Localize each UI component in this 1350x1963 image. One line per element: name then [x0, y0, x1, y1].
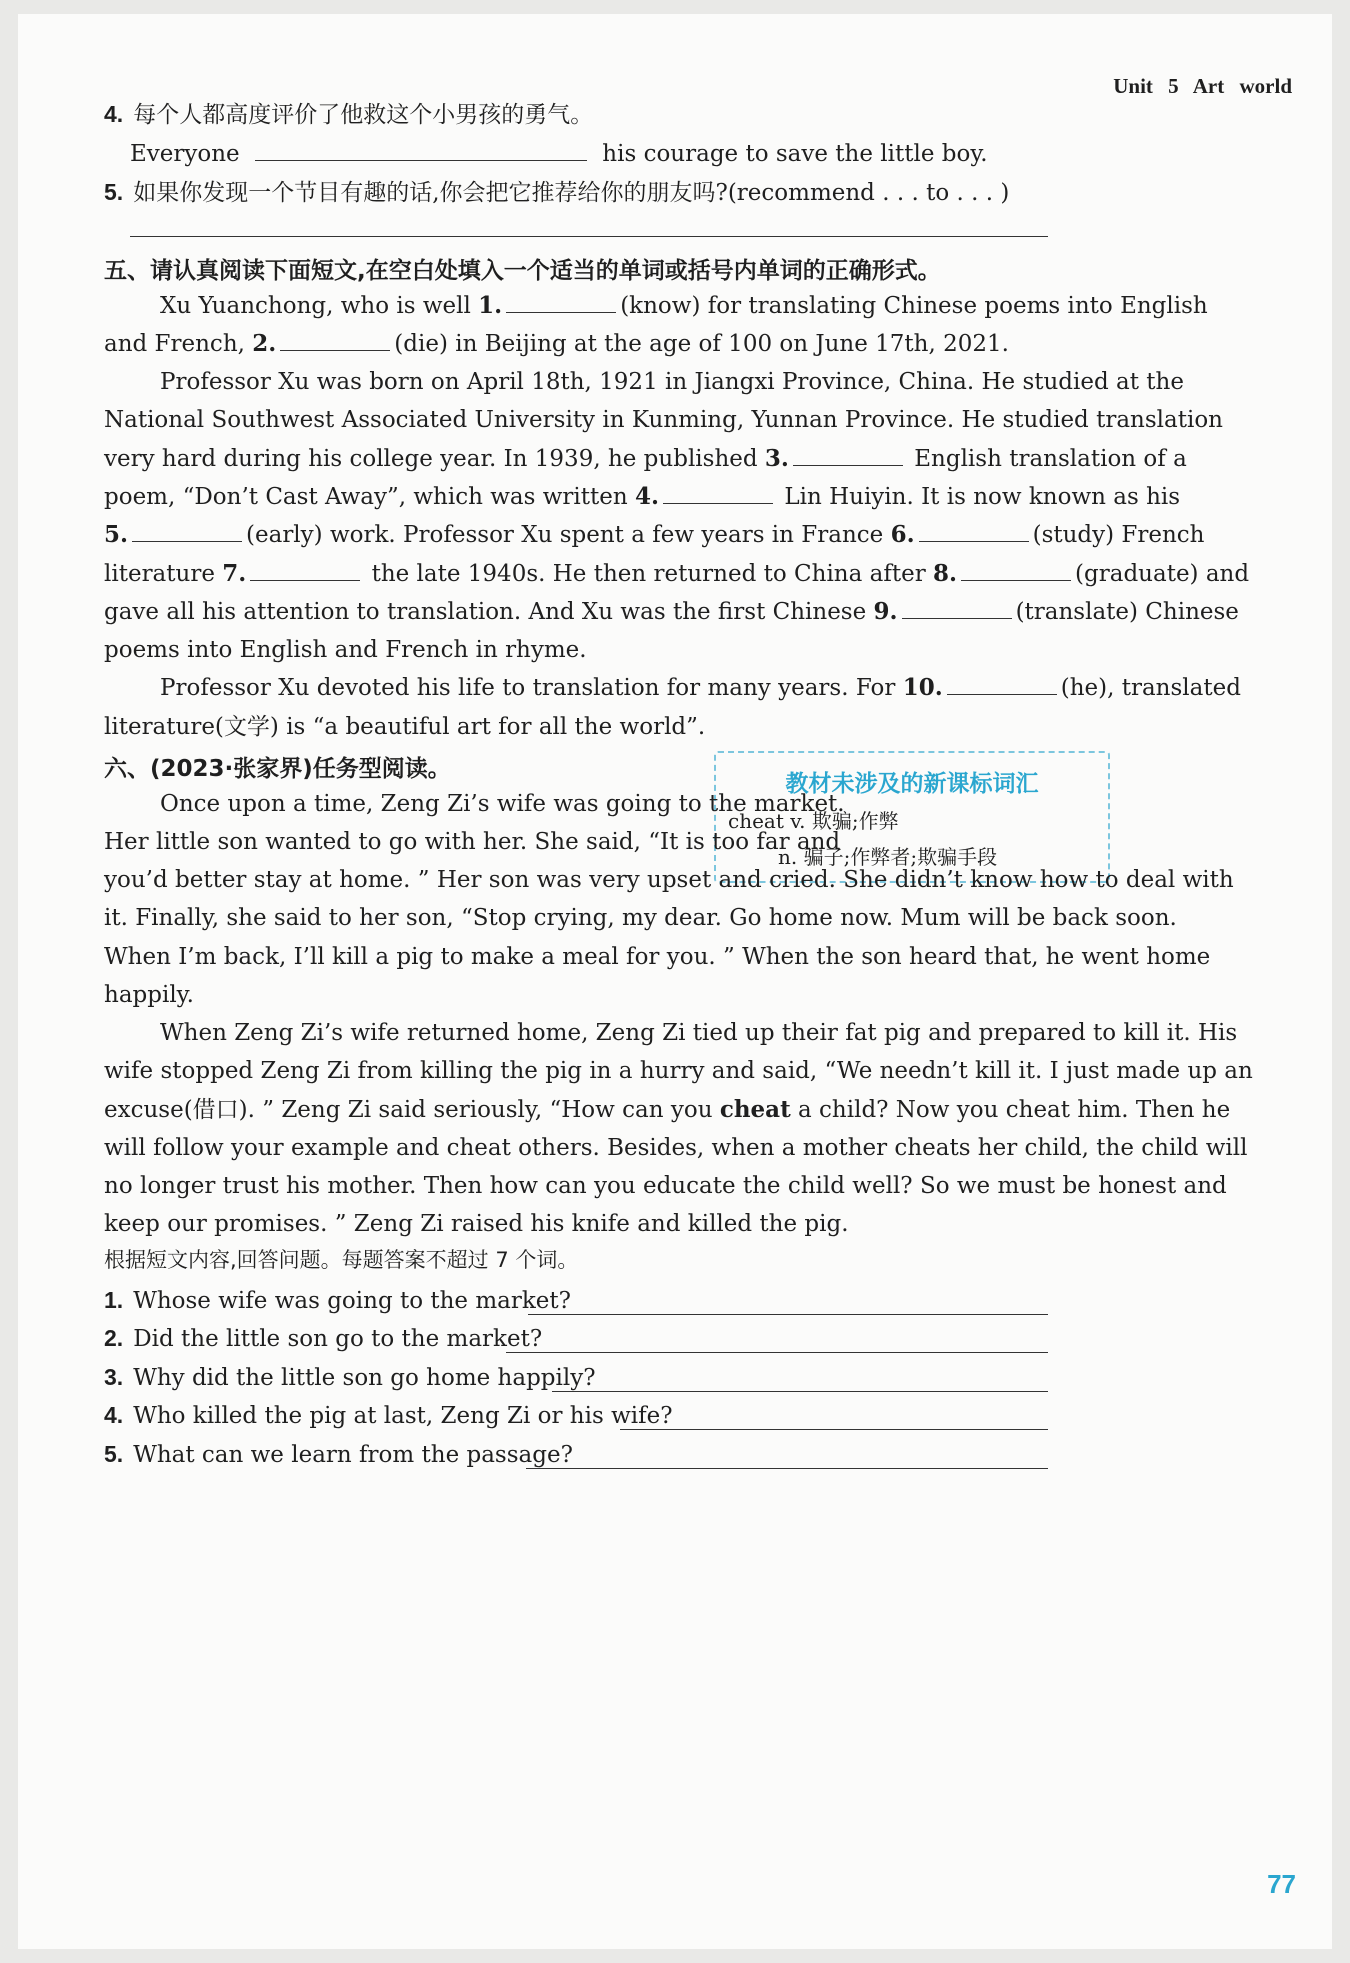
passage-line [104, 902, 1177, 934]
passage-text: no longer trust his mother. Then how can you educate the child well? So we must be honest and [104, 1173, 1227, 1199]
passage-text: Once upon a time, Zeng Zi’s wife was going to the market. [160, 791, 845, 817]
section-6-heading: 六、(2023·张家界)任务型阅读。 [104, 756, 451, 782]
passage-text: a child? Now you cheat him. Then he [790, 1097, 1231, 1123]
question-number: 1. [104, 1287, 124, 1313]
passage-text: literature(文学) is “a beautiful art for all the world”. [104, 714, 706, 740]
vocabulary-entry-noun: n. 骗子;作弊者;欺骗手段 [778, 845, 998, 869]
cloze-line [104, 519, 1205, 551]
blank-number: 2. [252, 330, 277, 357]
passage-text: happily. [104, 982, 194, 1008]
blank-number: 9. [873, 598, 898, 625]
question-text: Whose wife was going to the market? [133, 1288, 571, 1314]
passage-text: Professor Xu devoted his life to translation for many years. For [160, 675, 903, 701]
unit-title: Art world [1192, 74, 1292, 98]
passage-text: gave all his attention to translation. And Xu was the first Chinese [104, 599, 874, 625]
passage-text: (translate) Chinese [1015, 599, 1239, 625]
answer-line[interactable] [552, 1391, 1048, 1392]
passage-text: wife stopped Zeng Zi from killing the pig in a hurry and said, “We needn’t kill it. I just made up an [104, 1058, 1253, 1084]
passage-line [104, 826, 840, 858]
passage-line [104, 1132, 1247, 1164]
blank-number: 8. [933, 560, 958, 587]
workbook-page [18, 14, 1332, 1949]
answer-line[interactable] [620, 1429, 1048, 1430]
passage-text: it. Finally, she said to her son, “Stop crying, my dear. Go home now. Mum will be back soon. [104, 905, 1177, 931]
cloze-line [104, 711, 705, 743]
passage-text: (graduate) and [1075, 561, 1250, 587]
blank-number: 7. [222, 560, 247, 587]
passage-text: (die) in Beijing at the age of 100 on June 17th, 2021. [394, 331, 1009, 357]
running-header [1113, 74, 1292, 99]
passage-text: poem, “Don’t Cast Away”, which was written [104, 484, 635, 510]
cloze-line [104, 404, 1223, 436]
translation-q5-answer-line[interactable] [130, 236, 1048, 237]
translation-q4: 4. 每个人都高度评价了他救这个小男孩的勇气。 [104, 101, 594, 128]
question-item [104, 1322, 542, 1355]
task-instruction: 根据短文内容,回答问题。每题答案不超过 7 个词。 [104, 1248, 579, 1272]
blank-number: 3. [764, 445, 789, 472]
question-number: 4. [104, 1402, 124, 1428]
cloze-blank[interactable] [132, 519, 242, 542]
translation-q5: 5. 如果你发现一个节目有趣的话,你会把它推荐给你的朋友吗?(recommend . . . to . . . ) [104, 179, 1010, 206]
cloze-blank[interactable] [280, 328, 390, 351]
question-number: 2. [104, 1325, 124, 1351]
blank-number: 1. [478, 292, 503, 319]
passage-text: you’d better stay at home. ” Her son was very upset and cried. She didn’t know how to deal with [104, 867, 1234, 893]
passage-text: and French, [104, 331, 253, 357]
blank-number: 5. [104, 521, 129, 548]
blank-number: 6. [890, 521, 915, 548]
cloze-blank[interactable] [919, 519, 1029, 542]
cloze-line [160, 672, 1241, 704]
question-item [104, 1399, 673, 1432]
passage-text: poems into English and French in rhyme. [104, 637, 587, 663]
keyword-cheat: cheat [719, 1096, 791, 1123]
unit-label: Unit 5 [1113, 74, 1179, 98]
cloze-line [104, 328, 1009, 360]
cloze-blank[interactable] [793, 443, 903, 466]
question-number: 5. [104, 1441, 124, 1467]
cloze-blank[interactable] [506, 290, 616, 313]
passage-text: very hard during his college year. In 1939, he published [104, 446, 765, 472]
vocabulary-entry-verb: cheat v. 欺骗;作弊 [728, 809, 899, 833]
passage-text: (know) for translating Chinese poems into English [620, 293, 1208, 319]
question-text: Did the little son go to the market? [133, 1326, 543, 1352]
cloze-blank[interactable] [902, 596, 1012, 619]
question-number: 3. [104, 1364, 124, 1390]
passage-line [104, 1208, 849, 1240]
passage-text: When I’m back, I’ll kill a pig to make a meal for you. ” When the son heard that, he went home [104, 944, 1211, 970]
passage-text: When Zeng Zi’s wife returned home, Zeng Zi tied up their fat pig and prepared to kill it. His [160, 1020, 1238, 1046]
cloze-line [104, 443, 1187, 475]
cloze-line [160, 290, 1208, 322]
passage-line [104, 864, 1234, 896]
passage-text: will follow your example and cheat others. Besides, when a mother cheats her child, the child will [104, 1135, 1248, 1161]
question-item [104, 1361, 596, 1394]
passage-text: keep our promises. ” Zeng Zi raised his knife and killed the pig. [104, 1211, 849, 1237]
cloze-blank[interactable] [947, 672, 1057, 695]
passage-line [160, 1017, 1237, 1049]
passage-text: English translation of a [906, 446, 1187, 472]
passage-line [104, 979, 194, 1011]
section-5-heading: 五、请认真阅读下面短文,在空白处填入一个适当的单词或括号内单词的正确形式。 [104, 258, 941, 284]
passage-text: (he), translated [1060, 675, 1241, 701]
blank-number: 10. [902, 674, 943, 701]
passage-line [104, 1170, 1227, 1202]
passage-line [160, 788, 845, 820]
passage-text: excuse(借口). ” Zeng Zi said seriously, “How can you [104, 1097, 720, 1123]
answer-line[interactable] [528, 1314, 1048, 1315]
passage-text: the late 1940s. He then returned to China after [364, 561, 934, 587]
page-number: 77 [1267, 1869, 1296, 1899]
question-text: What can we learn from the passage? [133, 1442, 573, 1468]
cloze-line [104, 481, 1180, 513]
question-text: Why did the little son go home happily? [133, 1365, 596, 1391]
passage-text: (early) work. Professor Xu spent a few years in France [246, 522, 891, 548]
question-item [104, 1284, 571, 1317]
cloze-line [160, 366, 1184, 398]
blank-number: 4. [635, 483, 660, 510]
cloze-line [104, 634, 587, 666]
passage-text: Xu Yuanchong, who is well [160, 293, 479, 319]
cloze-blank[interactable] [663, 481, 773, 504]
answer-line[interactable] [506, 1352, 1048, 1353]
cloze-blank[interactable] [961, 558, 1071, 581]
answer-line[interactable] [526, 1468, 1048, 1469]
answer-blank[interactable] [255, 136, 587, 161]
question-text: Who killed the pig at last, Zeng Zi or his wife? [133, 1403, 673, 1429]
passage-text: Her little son wanted to go with her. She said, “It is too far and [104, 829, 841, 855]
cloze-line [104, 558, 1249, 590]
passage-text: Lin Huiyin. It is now known as his [777, 484, 1181, 510]
passage-text: literature [104, 561, 223, 587]
passage-line [104, 1094, 1230, 1126]
passage-text: National Southwest Associated University in Kunming, Yunnan Province. He studied translation [104, 407, 1223, 433]
passage-line [104, 941, 1210, 973]
vocabulary-box-title: 教材未涉及的新课标词汇 [785, 771, 1039, 797]
cloze-blank[interactable] [250, 558, 360, 581]
cloze-line [104, 596, 1239, 628]
translation-q4-answer: Everyone his courage to save the little boy. [130, 136, 988, 170]
passage-text: Professor Xu was born on April 18th, 1921 in Jiangxi Province, China. He studied at the [160, 369, 1184, 395]
passage-text: (study) French [1032, 522, 1205, 548]
question-item [104, 1438, 573, 1471]
passage-line [104, 1055, 1253, 1087]
